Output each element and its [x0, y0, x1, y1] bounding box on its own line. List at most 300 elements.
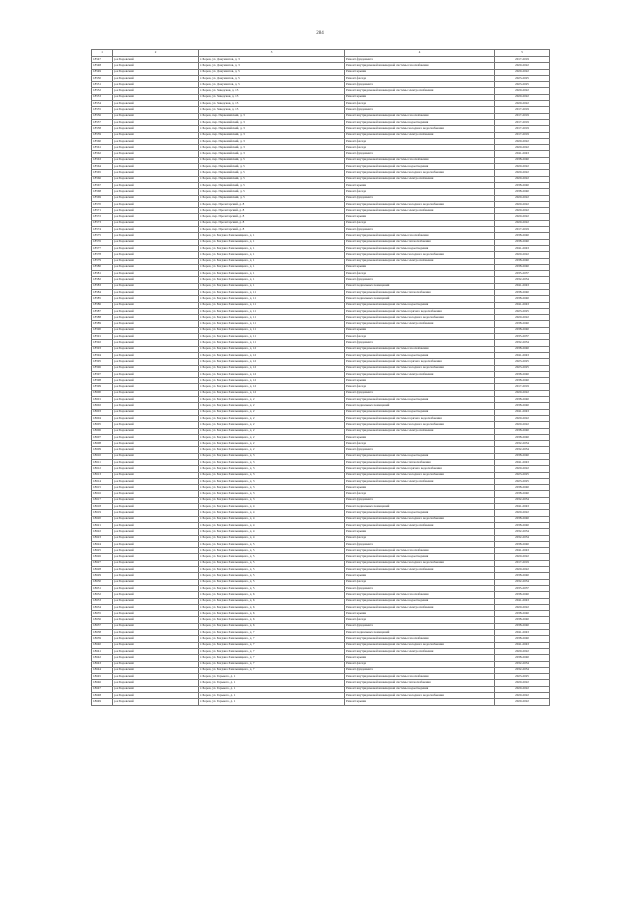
- row-number-cell: 18593: [92, 346, 113, 352]
- row-number-cell: 18563: [92, 157, 113, 163]
- row-number-cell: 18549: [92, 69, 113, 75]
- district-cell: р-н Боровский: [113, 604, 199, 610]
- address-cell: г. Боров, ул. Богдана Хмельницкого, д. 12: [199, 390, 345, 396]
- district-cell: р-н Боровский: [113, 529, 199, 535]
- work-type-cell: Ремонт внутридомовой инженерной системы газоснабжения: [345, 63, 495, 69]
- row-number-cell: 18550: [92, 75, 113, 81]
- table-body: [92, 57, 550, 706]
- period-cell: 2041-2043: [495, 598, 550, 604]
- row-number-cell: 18576: [92, 239, 113, 245]
- period-cell: 2020-2022: [495, 648, 550, 654]
- district-cell: р-н Боровский: [113, 75, 199, 81]
- period-cell: 2038-2040: [495, 573, 550, 579]
- district-cell: р-н Боровский: [113, 57, 199, 63]
- address-cell: г. Боров, пер. Первомайский, д. 5: [199, 182, 345, 188]
- period-cell: 2020-2022: [495, 69, 550, 75]
- period-cell: 2020-2022: [495, 88, 550, 94]
- work-type-cell: Ремонт подвальных помещений: [345, 630, 495, 636]
- period-cell: 2020-2022: [495, 692, 550, 698]
- district-cell: р-н Боровский: [113, 573, 199, 579]
- district-cell: р-н Боровский: [113, 579, 199, 585]
- address-cell: г. Боров, ул. Богдана Хмельницкого, д. 11: [199, 289, 345, 295]
- address-cell: г. Боров, ул. Богдана Хмельницкого, д. 11: [199, 321, 345, 327]
- district-cell: р-н Боровский: [113, 510, 199, 516]
- district-cell: р-н Боровский: [113, 315, 199, 321]
- work-type-cell: Ремонт внутридомовой инженерной системы холодного водоснабжения: [345, 315, 495, 321]
- work-type-cell: Ремонт внутридомовой инженерной системы газоснабжения: [345, 346, 495, 352]
- district-cell: р-н Боровский: [113, 327, 199, 333]
- work-type-cell: Ремонт крыши: [345, 699, 495, 705]
- work-type-cell: Ремонт внутридомовой инженерной системы электроснабжения: [345, 371, 495, 377]
- row-number-cell: 18591: [92, 334, 113, 340]
- period-cell: 2020-2022: [495, 176, 550, 182]
- district-cell: р-н Боровский: [113, 208, 199, 214]
- work-type-cell: Ремонт подвальных помещений: [345, 403, 495, 409]
- period-cell: 2041-2043: [495, 245, 550, 251]
- district-cell: р-н Боровский: [113, 82, 199, 88]
- address-cell: г. Боров, ул. Богдана Хмельницкого, д. 6: [199, 617, 345, 623]
- work-type-cell: Ремонт внутридомовой инженерной системы газоснабжения: [345, 157, 495, 163]
- district-cell: р-н Боровский: [113, 384, 199, 390]
- work-type-cell: Ремонт крыши: [345, 264, 495, 270]
- period-cell: 2038-2040: [495, 289, 550, 295]
- row-number-cell: 18618: [92, 504, 113, 510]
- work-type-cell: Ремонт фундамента: [345, 667, 495, 673]
- address-cell: г. Боров, ул. Богдана Хмельницкого, д. 7: [199, 648, 345, 654]
- row-number-cell: 18554: [92, 101, 113, 107]
- district-cell: р-н Боровский: [113, 548, 199, 554]
- period-cell: 2035-2037: [495, 585, 550, 591]
- row-number-cell: 18637: [92, 623, 113, 629]
- period-cell: 2032-2034: [495, 497, 550, 503]
- district-cell: р-н Боровский: [113, 107, 199, 113]
- period-cell: 2020-2022: [495, 554, 550, 560]
- district-cell: р-н Боровский: [113, 258, 199, 264]
- period-cell: 2038-2040: [495, 485, 550, 491]
- period-cell: 2041-2043: [495, 460, 550, 466]
- period-cell: 2038-2040: [495, 592, 550, 598]
- work-type-cell: Ремонт крыши: [345, 573, 495, 579]
- address-cell: г. Боров, ул. Богдана Хмельницкого, д. 11: [199, 315, 345, 321]
- district-cell: р-н Боровский: [113, 611, 199, 617]
- district-cell: р-н Боровский: [113, 441, 199, 447]
- district-cell: р-н Боровский: [113, 334, 199, 340]
- district-cell: р-н Боровский: [113, 201, 199, 207]
- work-type-cell: Ремонт внутридомовой инженерной системы холодного водоснабжения: [345, 516, 495, 522]
- work-type-cell: Ремонт внутридомовой инженерной системы холодного водоснабжения: [345, 201, 495, 207]
- work-type-cell: Ремонт внутридомовой инженерной системы теплоснабжения: [345, 460, 495, 466]
- address-cell: г. Боров, ул. Горького, д. 1: [199, 686, 345, 692]
- district-cell: р-н Боровский: [113, 460, 199, 466]
- district-cell: р-н Боровский: [113, 674, 199, 680]
- period-cell: 2041-2043: [495, 409, 550, 415]
- period-cell: 2032-2034: [495, 579, 550, 585]
- address-cell: г. Боров, ул. Богдана Хмельницкого, д. 3: [199, 453, 345, 459]
- period-cell: 2023-2025: [495, 674, 550, 680]
- address-cell: г. Боров, ул. Заводская, д. 15: [199, 94, 345, 100]
- row-number-cell: 18570: [92, 201, 113, 207]
- row-number-cell: 18594: [92, 352, 113, 358]
- period-cell: 2032-2034: [495, 529, 550, 535]
- register-table: [91, 49, 550, 706]
- row-number-cell: 18564: [92, 164, 113, 170]
- address-cell: г. Боров, ул. Богдана Хмельницкого, д. 5: [199, 554, 345, 560]
- address-cell: г. Боров, ул. Горького, д. 1: [199, 692, 345, 698]
- district-cell: р-н Боровский: [113, 365, 199, 371]
- district-cell: р-н Боровский: [113, 504, 199, 510]
- address-cell: г. Боров, ул. Богдана Хмельницкого, д. 11: [199, 302, 345, 308]
- address-cell: г. Боров, ул. Богдана Хмельницкого, д. 3: [199, 491, 345, 497]
- row-number-cell: 18640: [92, 642, 113, 648]
- district-cell: р-н Боровский: [113, 302, 199, 308]
- work-type-cell: Ремонт внутридомовой инженерной системы горячего водоснабжения: [345, 308, 495, 314]
- row-number-cell: 18588: [92, 315, 113, 321]
- row-number-cell: 18601: [92, 397, 113, 403]
- work-type-cell: Ремонт внутридомовой инженерной системы электроснабжения: [345, 478, 495, 484]
- header-cell: 1: [92, 50, 113, 57]
- district-cell: р-н Боровский: [113, 283, 199, 289]
- district-cell: р-н Боровский: [113, 699, 199, 705]
- period-cell: 2032-2034: [495, 441, 550, 447]
- work-type-cell: Ремонт внутридомовой инженерной системы водоотведения: [345, 554, 495, 560]
- district-cell: р-н Боровский: [113, 478, 199, 484]
- row-number-cell: 18627: [92, 560, 113, 566]
- district-cell: р-н Боровский: [113, 567, 199, 573]
- district-cell: р-н Боровский: [113, 630, 199, 636]
- address-cell: г. Боров, ул. Богдана Хмельницкого, д. 1: [199, 252, 345, 258]
- district-cell: р-н Боровский: [113, 447, 199, 453]
- work-type-cell: Ремонт внутридомовой инженерной системы водоотведения: [345, 302, 495, 308]
- work-type-cell: Ремонт внутридомовой инженерной системы горячего водоснабжения: [345, 466, 495, 472]
- work-type-cell: Ремонт фундамента: [345, 340, 495, 346]
- period-cell: 2020-2022: [495, 680, 550, 686]
- period-cell: 2041-2043: [495, 283, 550, 289]
- row-number-cell: 18582: [92, 277, 113, 283]
- period-cell: 2032-2034: [495, 535, 550, 541]
- district-cell: р-н Боровский: [113, 195, 199, 201]
- district-cell: р-н Боровский: [113, 403, 199, 409]
- work-type-cell: Ремонт фасада: [345, 138, 495, 144]
- row-number-cell: 18569: [92, 195, 113, 201]
- address-cell: г. Боров, ул. Богдана Хмельницкого, д. 5: [199, 541, 345, 547]
- work-type-cell: Ремонт внутридомовой инженерной системы холодного водоснабжения: [345, 472, 495, 478]
- address-cell: г. Боров, ул. Богдана Хмельницкого, д. 6: [199, 623, 345, 629]
- row-number-cell: 18638: [92, 630, 113, 636]
- district-cell: р-н Боровский: [113, 648, 199, 654]
- district-cell: р-н Боровский: [113, 560, 199, 566]
- row-number-cell: 18632: [92, 592, 113, 598]
- period-cell: 2041-2043: [495, 642, 550, 648]
- row-number-cell: 18622: [92, 529, 113, 535]
- address-cell: г. Боров, ул. Заводская, д. 15: [199, 107, 345, 113]
- work-type-cell: Ремонт крыши: [345, 378, 495, 384]
- district-cell: р-н Боровский: [113, 145, 199, 151]
- district-cell: р-н Боровский: [113, 245, 199, 251]
- work-type-cell: Ремонт фундамента: [345, 390, 495, 396]
- work-type-cell: Ремонт внутридомовой инженерной системы электроснабжения: [345, 258, 495, 264]
- row-number-cell: 18624: [92, 541, 113, 547]
- work-type-cell: Ремонт внутридомовой инженерной системы водоотведения: [345, 453, 495, 459]
- work-type-cell: Ремонт внутридомовой инженерной системы холодного водоснабжения: [345, 692, 495, 698]
- district-cell: р-н Боровский: [113, 428, 199, 434]
- row-number-cell: 18575: [92, 233, 113, 239]
- row-number-cell: 18562: [92, 151, 113, 157]
- district-cell: р-н Боровский: [113, 119, 199, 125]
- work-type-cell: Ремонт подвальных помещений: [345, 283, 495, 289]
- period-cell: 2020-2022: [495, 170, 550, 176]
- period-cell: 2017-2019: [495, 227, 550, 233]
- row-number-cell: 18619: [92, 510, 113, 516]
- district-cell: р-н Боровский: [113, 371, 199, 377]
- work-type-cell: Ремонт внутридомовой инженерной системы водоотведения: [345, 686, 495, 692]
- address-cell: г. Боров, пер. Первомайский, д. 3: [199, 138, 345, 144]
- district-cell: р-н Боровский: [113, 617, 199, 623]
- period-cell: 2032-2034: [495, 447, 550, 453]
- address-cell: г. Боров, ул. Документов, д. 5: [199, 82, 345, 88]
- address-cell: г. Боров, ул. Богдана Хмельницкого, д. 12: [199, 384, 345, 390]
- row-number-cell: 18641: [92, 648, 113, 654]
- work-type-cell: Ремонт внутридомовой инженерной системы водоотведения: [345, 409, 495, 415]
- work-type-cell: Ремонт внутридомовой инженерной системы газоснабжения: [345, 674, 495, 680]
- address-cell: г. Боров, ул. Богдана Хмельницкого, д. 4: [199, 516, 345, 522]
- district-cell: р-н Боровский: [113, 170, 199, 176]
- address-cell: г. Боров, ул. Богдана Хмельницкого, д. 11: [199, 334, 345, 340]
- address-cell: г. Боров, ул. Богдана Хмельницкого, д. 2: [199, 422, 345, 428]
- district-cell: р-н Боровский: [113, 94, 199, 100]
- address-cell: г. Боров, ул. Богдана Хмельницкого, д. 1: [199, 283, 345, 289]
- address-cell: г. Боров, ул. Богдана Хмельницкого, д. 3: [199, 460, 345, 466]
- table-row: [92, 699, 550, 705]
- address-cell: г. Боров, ул. Богдана Хмельницкого, д. 2: [199, 428, 345, 434]
- row-number-cell: 18548: [92, 63, 113, 69]
- work-type-cell: Ремонт фасада: [345, 75, 495, 81]
- address-cell: г. Боров, ул. Документов, д. 3: [199, 63, 345, 69]
- row-number-cell: 18584: [92, 289, 113, 295]
- row-number-cell: 18547: [92, 57, 113, 63]
- district-cell: р-н Боровский: [113, 472, 199, 478]
- work-type-cell: Ремонт внутридомовой инженерной системы электроснабжения: [345, 522, 495, 528]
- period-cell: 2038-2040: [495, 611, 550, 617]
- district-cell: р-н Боровский: [113, 164, 199, 170]
- district-cell: р-н Боровский: [113, 340, 199, 346]
- row-number-cell: 18581: [92, 271, 113, 277]
- district-cell: р-н Боровский: [113, 516, 199, 522]
- row-number-cell: 18573: [92, 220, 113, 226]
- district-cell: р-н Боровский: [113, 321, 199, 327]
- address-cell: г. Боров, ул. Богдана Хмельницкого, д. 4: [199, 535, 345, 541]
- row-number-cell: 18629: [92, 573, 113, 579]
- row-number-cell: 18559: [92, 132, 113, 138]
- work-type-cell: Ремонт крыши: [345, 485, 495, 491]
- period-cell: 2035-2037: [495, 334, 550, 340]
- period-cell: 2038-2040: [495, 157, 550, 163]
- address-cell: г. Боров, пер. Первомайский, д. 5: [199, 176, 345, 182]
- district-cell: р-н Боровский: [113, 176, 199, 182]
- work-type-cell: Ремонт внутридомовой инженерной системы холодного водоснабжения: [345, 642, 495, 648]
- work-type-cell: Ремонт внутридомовой инженерной системы холодного водоснабжения: [345, 170, 495, 176]
- district-cell: р-н Боровский: [113, 214, 199, 220]
- address-cell: г. Боров, пер. Первомайский, д. 5: [199, 170, 345, 176]
- address-cell: г. Боров, пер. Пролетарский, д. 8: [199, 220, 345, 226]
- district-cell: р-н Боровский: [113, 378, 199, 384]
- address-cell: г. Боров, ул. Богдана Хмельницкого, д. 6: [199, 604, 345, 610]
- period-cell: 2032-2034: [495, 277, 550, 283]
- work-type-cell: Ремонт внутридомовой инженерной системы электроснабжения: [345, 321, 495, 327]
- period-cell: 2038-2040: [495, 258, 550, 264]
- district-cell: р-н Боровский: [113, 277, 199, 283]
- period-cell: 2038-2040: [495, 346, 550, 352]
- period-cell: 2017-2019: [495, 132, 550, 138]
- work-type-cell: Ремонт внутридомовой инженерной системы электроснабжения: [345, 176, 495, 182]
- row-number-cell: 18642: [92, 655, 113, 661]
- row-number-cell: 18578: [92, 252, 113, 258]
- district-cell: р-н Боровский: [113, 264, 199, 270]
- row-number-cell: 18552: [92, 88, 113, 94]
- period-cell: 2023-2025: [495, 359, 550, 365]
- period-cell: 2020-2022: [495, 252, 550, 258]
- row-number-cell: 18592: [92, 340, 113, 346]
- work-type-cell: Ремонт фасада: [345, 220, 495, 226]
- period-cell: 2020-2022: [495, 145, 550, 151]
- period-cell: 2032-2034: [495, 667, 550, 673]
- period-cell: 2038-2040: [495, 397, 550, 403]
- work-type-cell: Ремонт внутридомовой инженерной системы электроснабжения: [345, 648, 495, 654]
- row-number-cell: 18561: [92, 145, 113, 151]
- address-cell: г. Боров, ул. Богдана Хмельницкого, д. 7: [199, 630, 345, 636]
- work-type-cell: Ремонт внутридомовой инженерной системы теплоснабжения: [345, 680, 495, 686]
- row-number-cell: 18585: [92, 296, 113, 302]
- district-cell: р-н Боровский: [113, 661, 199, 667]
- district-cell: р-н Боровский: [113, 132, 199, 138]
- district-cell: р-н Боровский: [113, 409, 199, 415]
- address-cell: г. Боров, ул. Богдана Хмельницкого, д. 12: [199, 352, 345, 358]
- period-cell: 2038-2040: [495, 296, 550, 302]
- district-cell: р-н Боровский: [113, 692, 199, 698]
- period-cell: 2023-2025: [495, 365, 550, 371]
- work-type-cell: Ремонт внутридомовой инженерной системы водоотведения: [345, 352, 495, 358]
- address-cell: г. Боров, ул. Богдана Хмельницкого, д. 2: [199, 434, 345, 440]
- address-cell: г. Боров, ул. Документов, д. 5: [199, 69, 345, 75]
- address-cell: г. Боров, ул. Богдана Хмельницкого, д. 4: [199, 504, 345, 510]
- row-number-cell: 18630: [92, 579, 113, 585]
- header-cell: 2: [113, 50, 199, 57]
- address-cell: г. Боров, ул. Заводская, д. 15: [199, 101, 345, 107]
- period-cell: 2032-2034: [495, 340, 550, 346]
- work-type-cell: Ремонт внутридомовой инженерной системы газоснабжения: [345, 636, 495, 642]
- work-type-cell: Ремонт фасада: [345, 334, 495, 340]
- period-cell: 2020-2022: [495, 466, 550, 472]
- work-type-cell: Ремонт крыши: [345, 214, 495, 220]
- district-cell: р-н Боровский: [113, 252, 199, 258]
- row-number-cell: 18620: [92, 516, 113, 522]
- district-cell: р-н Боровский: [113, 497, 199, 503]
- address-cell: г. Боров, пер. Первомайский, д. 3: [199, 119, 345, 125]
- row-number-cell: 18631: [92, 585, 113, 591]
- work-type-cell: Ремонт внутридомовой инженерной системы теплоснабжения: [345, 289, 495, 295]
- row-number-cell: 18609: [92, 447, 113, 453]
- district-cell: р-н Боровский: [113, 541, 199, 547]
- work-type-cell: Ремонт крыши: [345, 434, 495, 440]
- address-cell: г. Боров, ул. Богдана Хмельницкого, д. 5: [199, 573, 345, 579]
- work-type-cell: Ремонт внутридомовой инженерной системы теплоснабжения: [345, 239, 495, 245]
- row-number-cell: 18557: [92, 119, 113, 125]
- row-number-cell: 18644: [92, 667, 113, 673]
- district-cell: р-н Боровский: [113, 642, 199, 648]
- work-type-cell: Ремонт крыши: [345, 69, 495, 75]
- address-cell: г. Боров, ул. Заводская, д. 15: [199, 88, 345, 94]
- header-cell: 3: [199, 50, 345, 57]
- address-cell: г. Боров, ул. Горького, д. 1: [199, 699, 345, 705]
- row-number-cell: 18579: [92, 258, 113, 264]
- district-cell: р-н Боровский: [113, 113, 199, 119]
- row-number-cell: 18567: [92, 182, 113, 188]
- row-number-cell: 18623: [92, 535, 113, 541]
- work-type-cell: Ремонт внутридомовой инженерной системы электроснабжения: [345, 567, 495, 573]
- address-cell: г. Боров, ул. Документов, д. 3: [199, 57, 345, 63]
- district-cell: р-н Боровский: [113, 289, 199, 295]
- district-cell: р-н Боровский: [113, 189, 199, 195]
- address-cell: г. Боров, ул. Богдана Хмельницкого, д. 1: [199, 277, 345, 283]
- row-number-cell: 18571: [92, 208, 113, 214]
- district-cell: р-н Боровский: [113, 434, 199, 440]
- address-cell: г. Боров, пер. Первомайский, д. 5: [199, 157, 345, 163]
- work-type-cell: Ремонт крыши: [345, 655, 495, 661]
- address-cell: г. Боров, ул. Богдана Хмельницкого, д. 6: [199, 598, 345, 604]
- address-cell: г. Боров, ул. Богдана Хмельницкого, д. 5: [199, 560, 345, 566]
- district-cell: р-н Боровский: [113, 686, 199, 692]
- header-cell: 5: [495, 50, 550, 57]
- work-type-cell: Ремонт фундамента: [345, 447, 495, 453]
- row-number-cell: 18616: [92, 491, 113, 497]
- period-cell: 2020-2022: [495, 604, 550, 610]
- period-cell: 2038-2040: [495, 541, 550, 547]
- address-cell: г. Боров, ул. Богдана Хмельницкого, д. 2: [199, 397, 345, 403]
- district-cell: р-н Боровский: [113, 69, 199, 75]
- work-type-cell: Ремонт фундамента: [345, 57, 495, 63]
- row-number-cell: 18553: [92, 94, 113, 100]
- address-cell: г. Боров, пер. Первомайский, д. 5: [199, 189, 345, 195]
- period-cell: 2020-2022: [495, 63, 550, 69]
- work-type-cell: Ремонт внутридомовой инженерной системы водоотведения: [345, 598, 495, 604]
- row-number-cell: 18621: [92, 522, 113, 528]
- work-type-cell: Ремонт внутридомовой инженерной системы электроснабжения: [345, 208, 495, 214]
- work-type-cell: Ремонт внутридомовой инженерной системы электроснабжения: [345, 132, 495, 138]
- row-number-cell: 18611: [92, 460, 113, 466]
- address-cell: г. Боров, ул. Богдана Хмельницкого, д. 4: [199, 529, 345, 535]
- address-cell: г. Боров, ул. Богдана Хмельницкого, д. 5: [199, 585, 345, 591]
- period-cell: 2020-2022: [495, 101, 550, 107]
- district-cell: р-н Боровский: [113, 680, 199, 686]
- district-cell: р-н Боровский: [113, 585, 199, 591]
- period-cell: 2020-2022: [495, 195, 550, 201]
- address-cell: г. Боров, ул. Богдана Хмельницкого, д. 5: [199, 567, 345, 573]
- work-type-cell: Ремонт внутридомовой инженерной системы газоснабжения: [345, 592, 495, 598]
- district-cell: р-н Боровский: [113, 126, 199, 132]
- period-cell: 2020-2022: [495, 138, 550, 144]
- address-cell: г. Боров, ул. Богдана Хмельницкого, д. 1: [199, 245, 345, 251]
- address-cell: г. Боров, ул. Богдана Хмельницкого, д. 6: [199, 611, 345, 617]
- row-number-cell: 18556: [92, 113, 113, 119]
- period-cell: 2038-2040: [495, 516, 550, 522]
- work-type-cell: Ремонт фундамента: [345, 623, 495, 629]
- period-cell: 2038-2040: [495, 617, 550, 623]
- district-cell: р-н Боровский: [113, 655, 199, 661]
- district-cell: р-н Боровский: [113, 636, 199, 642]
- district-cell: р-н Боровский: [113, 598, 199, 604]
- period-cell: 2035-2037: [495, 271, 550, 277]
- period-cell: 2038-2040: [495, 189, 550, 195]
- district-cell: р-н Боровский: [113, 415, 199, 421]
